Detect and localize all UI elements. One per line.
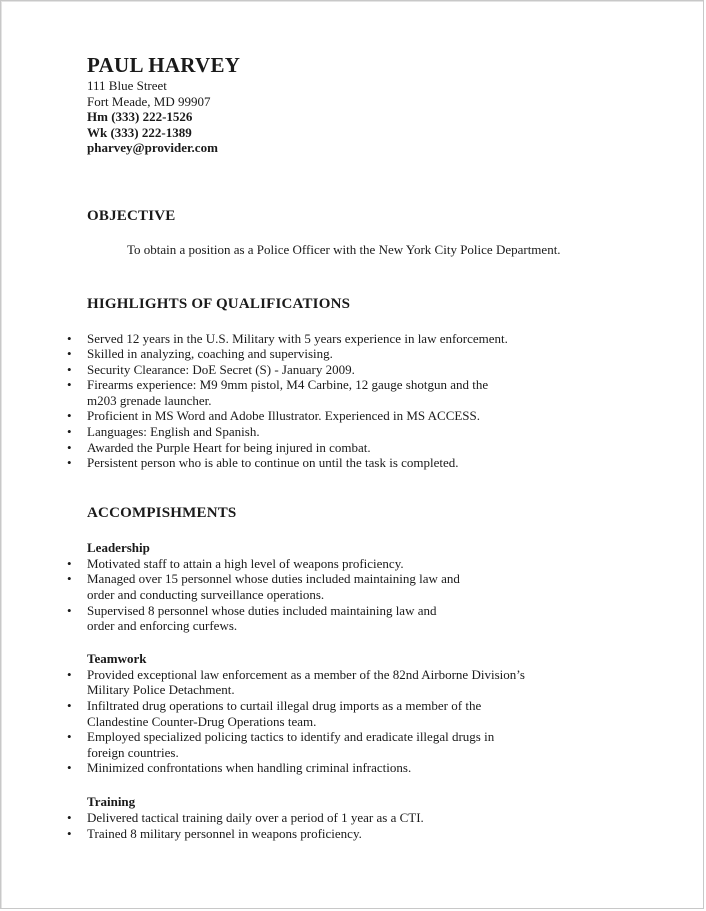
bullet-icon: • [67, 424, 72, 440]
accomplishment-item [67, 666, 647, 698]
accomplishment-text: Supervised 8 personnel whose duties included maintaining law and [87, 602, 437, 618]
qualifications-heading: HIGHLIGHTS OF QUALIFICATIONS [87, 295, 351, 312]
work-phone: Wk (333) 222-1389 [87, 124, 192, 140]
group-title: Training [87, 793, 136, 809]
objective-section [87, 207, 647, 258]
accomplishment-group-leadership [67, 539, 647, 634]
qualification-item [67, 424, 647, 440]
accomplishment-list [67, 555, 647, 634]
accomplishment-group-teamwork [67, 650, 647, 776]
accomplishment-text: Motivated staff to attain a high level of weapons proficiency. [87, 555, 404, 571]
group-title: Teamwork [87, 650, 147, 666]
bullet-icon: • [67, 377, 72, 393]
candidate-name: PAUL HARVEY [87, 53, 241, 77]
accomplishment-group-training [67, 793, 647, 841]
bullet-icon: • [67, 439, 72, 455]
bullet-icon: • [67, 729, 72, 745]
bullet-icon: • [67, 555, 72, 571]
bullet-icon: • [67, 455, 72, 471]
qualification-item [67, 330, 647, 347]
qualification-text: Persistent person who is able to continue on until the task is completed. [87, 455, 459, 471]
accomplishment-text: Provided exceptional law enforcement as a member of the 82nd Airborne Division’s [87, 666, 525, 682]
accomplishment-text: order and enforcing curfews. [87, 618, 238, 634]
bullet-icon: • [67, 346, 72, 362]
accomplishment-item [67, 760, 647, 776]
accomplishment-item [67, 729, 647, 760]
qualification-text: Firearms experience: M9 9mm pistol, M4 Carbine, 12 gauge shotgun and the [87, 377, 489, 393]
accomplishment-text: Military Police Detachment. [87, 682, 235, 698]
accomplishment-groups [67, 539, 647, 841]
qualifications-list [67, 330, 647, 471]
bullet-icon: • [67, 408, 72, 424]
email-address: pharvey@provider.com [87, 140, 218, 155]
bullet-icon: • [67, 825, 72, 841]
qualification-item [67, 346, 647, 362]
qualification-text: Awarded the Purple Heart for being injured in combat. [87, 439, 371, 455]
qualification-text: m203 grenade launcher. [87, 392, 212, 408]
qualifications-section [67, 295, 647, 471]
accomplishments-section [67, 504, 647, 841]
address-line-1: 111 Blue Street [87, 78, 167, 93]
bullet-icon: • [67, 361, 72, 377]
qualification-item [67, 439, 647, 456]
home-phone: Hm (333) 222-1526 [87, 109, 193, 124]
bullet-icon: • [67, 571, 72, 587]
qualification-item [67, 377, 647, 408]
accomplishment-text: Minimized confrontations when handling criminal infractions. [87, 760, 412, 776]
accomplishment-text: Managed over 15 personnel whose duties included maintaining law and [87, 571, 460, 587]
address-line-2: Fort Meade, MD 99907 [87, 93, 211, 109]
bullet-icon: • [67, 602, 72, 618]
bullet-icon: • [67, 809, 72, 825]
group-title: Leadership [87, 539, 150, 555]
objective-heading: OBJECTIVE [87, 207, 176, 224]
accomplishment-text: Clandestine Counter-Drug Operations team. [87, 713, 317, 729]
accomplishment-text: foreign countries. [87, 744, 179, 760]
bullet-icon: • [67, 666, 72, 682]
accomplishment-item [67, 698, 647, 729]
qualification-text: Skilled in analyzing, coaching and supervising. [87, 346, 333, 362]
accomplishment-item [67, 602, 647, 634]
objective-text: To obtain a position as a Police Officer with the New York City Police Department. [127, 241, 561, 257]
accomplishment-text: Delivered tactical training daily over a period of 1 year as a CTI. [87, 809, 424, 825]
accomplishment-item [67, 555, 647, 572]
qualification-item [67, 455, 647, 471]
accomplishment-item [67, 571, 647, 603]
bullet-icon: • [67, 760, 72, 776]
resume-document [67, 52, 647, 841]
qualification-text: Proficient in MS Word and Adobe Illustrator. Experienced in MS ACCESS. [87, 408, 481, 424]
accomplishments-heading: ACCOMPISHMENTS [87, 504, 237, 521]
resume-header [87, 52, 647, 156]
accomplishment-text: order and conducting surveillance operations. [87, 587, 325, 603]
qualification-text: Security Clearance: DoE Secret (S) - January 2009. [87, 361, 355, 377]
accomplishment-item [67, 809, 647, 826]
accomplishment-item [67, 825, 647, 842]
bullet-icon: • [67, 330, 72, 346]
accomplishment-list [67, 666, 647, 776]
qualification-text: Served 12 years in the U.S. Military with 5 years experience in law enforcement. [87, 330, 508, 346]
accomplishment-text: Employed specialized policing tactics to identify and eradicate illegal drugs in [87, 729, 495, 745]
qualification-text: Languages: English and Spanish. [87, 424, 260, 440]
qualification-item [67, 361, 647, 378]
accomplishment-list [67, 809, 647, 841]
accomplishment-text: Infiltrated drug operations to curtail illegal drug imports as a member of the [87, 698, 482, 713]
accomplishment-text: Trained 8 military personnel in weapons proficiency. [87, 825, 362, 841]
qualification-item [67, 408, 647, 424]
bullet-icon: • [67, 698, 72, 713]
